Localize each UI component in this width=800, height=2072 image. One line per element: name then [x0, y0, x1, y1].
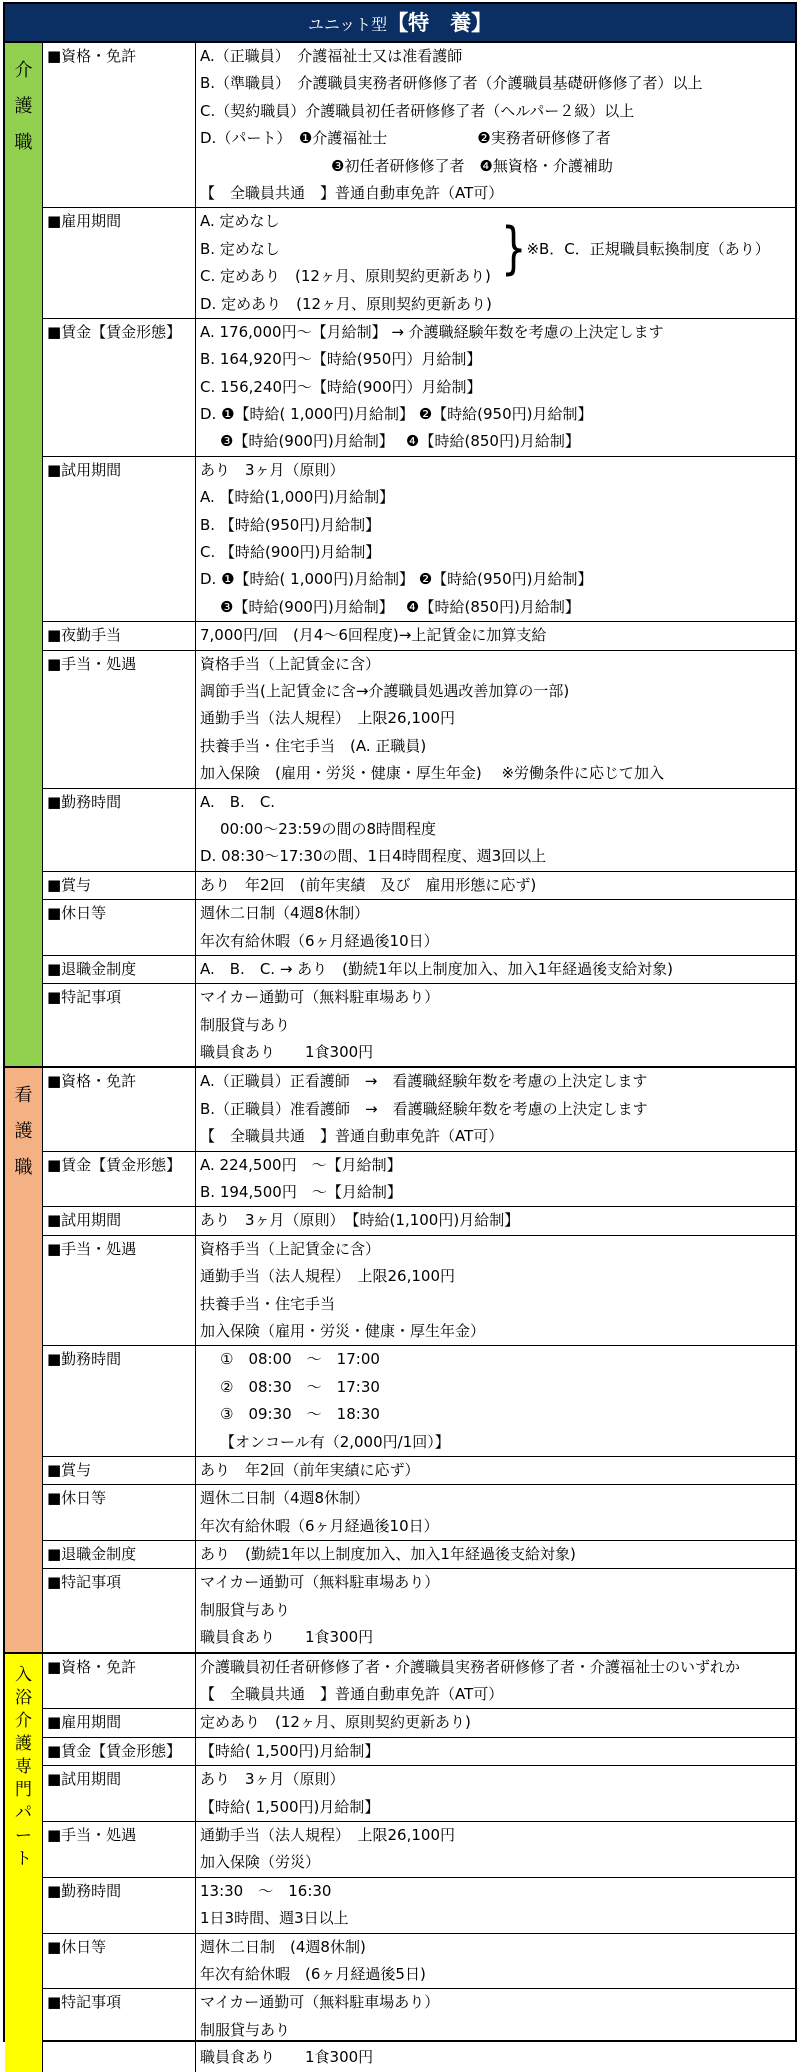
value-line: 00:00～23:59の間の8時間程度 — [220, 819, 436, 838]
value-line: D. 定めあり (12ヶ月、原則契約更新あり) — [200, 294, 492, 313]
value-line: 職員食あり 1食300円 — [200, 1628, 374, 1647]
row-label: ■特記事項 — [43, 984, 196, 1066]
table-row — [43, 1822, 795, 1878]
title-main: 【特 養】 — [387, 11, 493, 35]
table-row — [43, 984, 795, 1066]
value-line: あり 3ヶ月（原則） — [200, 460, 345, 479]
section-label-char: 入 — [15, 1664, 32, 1685]
value-line: A. 【時給(1,000円)月給制】 — [200, 488, 395, 507]
row-values — [196, 1152, 795, 1207]
row-label: ■特記事項 — [43, 1569, 196, 1651]
value-line: B. 定めなし — [200, 239, 280, 258]
value-line: C. 定めあり (12ヶ月、原則契約更新あり) — [200, 267, 491, 286]
value-line: 調節手当(上記賃金に含→介護職員処遇改善加算の一部) — [200, 681, 570, 700]
value-line: 資格手当（上記賃金に含） — [200, 654, 381, 673]
row-label: ■勤務時間 — [43, 789, 196, 871]
table-row — [43, 319, 795, 457]
row-label: ■手当・処遇 — [43, 1822, 196, 1877]
value-line: マイカー通勤可（無料駐車場あり） — [200, 1993, 440, 2012]
row-label: ■勤務時間 — [43, 1878, 196, 1933]
value-line: ❸初任者研修修了者 ❹無資格・介護補助 — [226, 156, 613, 175]
table-row — [43, 43, 795, 208]
row-values — [196, 319, 795, 456]
row-values — [196, 1457, 795, 1484]
value-line: 介護職員初任者研修修了者・介護職員実務者研修修了者・介護福祉士のいずれか — [200, 1657, 741, 1676]
value-line: 制服貸与あり — [200, 1600, 291, 1619]
value-line: あり 3ヶ月（原則） — [200, 1770, 345, 1789]
value-line: 【 全職員共通 】普通自動車免許（AT可） — [200, 183, 504, 202]
table-row — [43, 872, 795, 900]
row-label: ■試用期間 — [43, 457, 196, 621]
section-2 — [5, 1068, 795, 1653]
table-row — [43, 1654, 795, 1710]
page-title — [5, 4, 795, 43]
value-line: B. 164,920円～【時給(950円）月給制】 — [200, 350, 482, 369]
row-values — [196, 956, 795, 983]
row-label: ■賞与 — [43, 1457, 196, 1484]
value-line: 職員食あり 1食300円 — [200, 2048, 374, 2067]
value-line: A.（正職員） 介護福祉士又は准看護師 — [200, 47, 463, 65]
section-label-char: 護 — [15, 1733, 32, 1754]
table-row — [43, 622, 795, 650]
row-label: ■賞与 — [43, 872, 196, 899]
row-values — [196, 1738, 795, 1765]
value-line: B. 【時給(950円)月給制】 — [200, 515, 381, 534]
section-label-char: 職 — [14, 132, 33, 153]
row-label: ■退職金制度 — [43, 956, 196, 983]
value-line: 扶養手当・住宅手当 (A. 正職員) — [200, 736, 427, 755]
section-label-char: ト — [15, 1848, 32, 1869]
value-line: A. B. C. → あり (勤続1年以上制度加入、加入1年経過後支給対象) — [200, 959, 673, 978]
row-values — [196, 1068, 795, 1150]
value-line: 制服貸与あり — [200, 1015, 291, 1034]
section-1 — [5, 43, 795, 1068]
row-values — [196, 208, 795, 318]
table-row — [43, 900, 795, 956]
row-label: ■賃金【賃金形態】 — [43, 1738, 196, 1765]
table-row — [43, 1934, 795, 1990]
value-line: D. ❶【時給( 1,000円)月給制】 ❷【時給(950円)月給制】 — [200, 570, 593, 589]
value-line: 定めあり (12ヶ月、原則契約更新あり) — [200, 1713, 471, 1732]
value-line: D.（パート） ❶介護福祉士 ❷実務者研修修了者 — [200, 129, 611, 148]
value-line: 年次有給休暇（6ヶ月経過後10日） — [200, 1516, 439, 1535]
row-values — [196, 1766, 795, 1821]
table-row — [43, 1709, 795, 1737]
row-values — [196, 457, 795, 621]
row-label: ■手当・処遇 — [43, 1236, 196, 1346]
table-row — [43, 208, 795, 319]
row-values — [196, 1878, 795, 1933]
table-row — [43, 1236, 795, 1347]
brace-mark: } — [501, 217, 527, 282]
job-conditions-table — [3, 2, 797, 2067]
row-values — [196, 1541, 795, 1568]
row-values — [196, 1207, 795, 1234]
row-label: ■資格・免許 — [43, 1654, 196, 1709]
value-line: 週休二日制 (4週8休制) — [200, 1937, 366, 1956]
row-values — [196, 1934, 795, 1989]
section-rows — [43, 1654, 795, 2072]
table-row — [43, 1738, 795, 1766]
row-label: ■資格・免許 — [43, 1068, 196, 1150]
table-row — [43, 1457, 795, 1485]
table-row — [43, 651, 795, 789]
value-line: あり 年2回（前年実績に応ず） — [200, 1460, 420, 1479]
section-label-char: 専 — [15, 1756, 32, 1777]
value-line: 制服貸与あり — [200, 2020, 291, 2039]
value-line: マイカー通勤可（無料駐車場あり） — [200, 1573, 440, 1592]
value-line: 【オンコール有（2,000円/1回）】 — [220, 1432, 450, 1451]
section-label — [5, 1654, 43, 2072]
row-values — [196, 651, 795, 788]
row-values — [196, 1569, 795, 1651]
section-label-char: 門 — [15, 1779, 32, 1800]
row-label: ■特記事項 — [43, 1989, 196, 2071]
table-row — [43, 1766, 795, 1822]
value-line: 1日3時間、週3日以上 — [200, 1909, 349, 1928]
value-line: ③ 09:30 ～ 18:30 — [220, 1405, 380, 1424]
value-line: あり (勤続1年以上制度加入、加入1年経過後支給対象) — [200, 1545, 576, 1564]
value-line: A.（正職員）正看護師 → 看護職経験年数を考慮の上決定します — [200, 1072, 648, 1091]
value-line: 【時給( 1,500円)月給制】 — [200, 1797, 380, 1816]
value-line: 【 全職員共通 】普通自動車免許（AT可） — [200, 1685, 504, 1704]
table-row — [43, 1346, 795, 1457]
value-line: C. 【時給(900円)月給制】 — [200, 543, 381, 562]
row-values — [196, 900, 795, 955]
table-row — [43, 1989, 795, 2071]
value-line: 年次有給休暇 (6ヶ月経過後5日) — [200, 1964, 426, 1983]
value-line: A. 定めなし — [200, 212, 280, 231]
value-line: B. 194,500円 ～【月給制】 — [200, 1183, 402, 1202]
value-line: B.（準職員） 介護職員実務者研修修了者（介護職員基礎研修修了者）以上 — [200, 74, 703, 93]
section-label-char: 看 — [14, 1085, 33, 1107]
row-label: ■雇用期間 — [43, 1709, 196, 1736]
row-label: ■休日等 — [43, 900, 196, 955]
note-text: ※B．C．正規職員転換制度（あり） — [526, 240, 770, 259]
value-line: ① 08:00 ～ 17:00 — [220, 1350, 380, 1369]
row-label: ■手当・処遇 — [43, 651, 196, 788]
value-line: 7,000円/回 (月4～6回程度)→上記賃金に加算支給 — [200, 626, 547, 645]
value-line: ❸【時給(900円)月給制】 ❹【時給(850円)月給制】 — [220, 597, 580, 616]
row-label: ■賃金【賃金形態】 — [43, 319, 196, 456]
value-line: 加入保険（雇用・労災・健康・厚生年金） — [200, 1321, 486, 1340]
section-label-char: 介 — [15, 1710, 32, 1731]
row-label: ■雇用期間 — [43, 208, 196, 318]
value-line: 扶養手当・住宅手当 — [200, 1294, 336, 1313]
row-values — [196, 1822, 795, 1877]
value-line: あり 年2回 (前年実績 及び 雇用形態に応ず) — [200, 875, 537, 894]
value-line: A. 224,500円 ～【月給制】 — [200, 1155, 402, 1174]
value-line: 職員食あり 1食300円 — [200, 1043, 374, 1062]
section-label-char: 護 — [14, 96, 33, 117]
value-line: D. 08:30～17:30の間、1日4時間程度、週3回以上 — [200, 847, 547, 866]
row-label: ■試用期間 — [43, 1766, 196, 1821]
value-line: 加入保険（労災） — [200, 1853, 321, 1872]
value-line: マイカー通勤可（無料駐車場あり） — [200, 988, 440, 1007]
section-rows — [43, 1068, 795, 1651]
table-row — [43, 789, 795, 872]
row-values — [196, 1989, 795, 2071]
row-label: ■退職金制度 — [43, 1541, 196, 1568]
value-line: C.（契約職員）介護職員初任者研修修了者（ヘルパー２級）以上 — [200, 101, 635, 120]
value-line: 【時給( 1,500円)月給制】 — [200, 1741, 380, 1760]
value-line: 13:30 ～ 16:30 — [200, 1881, 332, 1900]
table-row — [43, 1152, 795, 1208]
row-label: ■勤務時間 — [43, 1346, 196, 1456]
table-row — [43, 1485, 795, 1541]
row-values — [196, 1236, 795, 1346]
section-label-char: 護 — [14, 1121, 33, 1143]
row-label: ■資格・免許 — [43, 43, 196, 207]
value-line: 年次有給休暇（6ヶ月経過後10日） — [200, 931, 439, 950]
table-row — [43, 1068, 795, 1151]
value-line: 通勤手当（法人規程） 上限26,100円 — [200, 1826, 455, 1844]
table-row — [43, 1541, 795, 1569]
value-line: ❸【時給(900円)月給制】 ❹【時給(850円)月給制】 — [220, 432, 580, 451]
value-line: 【 全職員共通 】普通自動車免許（AT可） — [200, 1127, 504, 1146]
row-values — [196, 1485, 795, 1540]
row-values — [196, 1709, 795, 1736]
row-values — [196, 872, 795, 899]
row-label: ■休日等 — [43, 1934, 196, 1989]
value-line: 週休二日制（4週8休制） — [200, 1489, 370, 1508]
row-label: ■休日等 — [43, 1485, 196, 1540]
conversion-note — [501, 217, 770, 282]
value-line: 通勤手当（法人規程） 上限26,100円 — [200, 1267, 455, 1286]
table-row — [43, 956, 795, 984]
value-line: あり 3ヶ月（原則） 【時給(1,100円)月給制】 — [200, 1211, 520, 1230]
row-label: ■賃金【賃金形態】 — [43, 1152, 196, 1207]
row-label: ■試用期間 — [43, 1207, 196, 1234]
value-line: D. ❶【時給( 1,000円)月給制】 ❷【時給(950円)月給制】 — [200, 405, 593, 424]
section-label — [5, 1068, 43, 1651]
value-line: A. B. C. — [200, 792, 276, 811]
section-label-char: 介 — [14, 60, 33, 81]
row-values — [196, 1346, 795, 1456]
row-values — [196, 43, 795, 207]
value-line: 週休二日制（4週8休制） — [200, 904, 370, 923]
table-row — [43, 1569, 795, 1651]
value-line: C. 156,240円～【時給(900円）月給制】 — [200, 377, 482, 396]
table-row — [43, 457, 795, 622]
value-line: ② 08:30 ～ 17:30 — [220, 1377, 380, 1396]
value-line: 通勤手当（法人規程） 上限26,100円 — [200, 709, 455, 728]
row-label: ■夜勤手当 — [43, 622, 196, 649]
section-label-char: パ — [15, 1802, 32, 1823]
value-line: 加入保険 (雇用・労災・健康・厚生年金) ※労働条件に応じて加入 — [200, 764, 665, 783]
section-label-char: 浴 — [15, 1687, 32, 1708]
row-values — [196, 622, 795, 649]
row-values — [196, 1654, 795, 1709]
section-3 — [5, 1654, 795, 2072]
row-values — [196, 789, 795, 871]
section-label — [5, 43, 43, 1066]
value-line: B.（正職員）准看護師 → 看護職経験年数を考慮の上決定します — [200, 1099, 648, 1118]
value-line: 資格手当（上記賃金に含） — [200, 1239, 381, 1258]
table-row — [43, 1207, 795, 1235]
section-label-char: 職 — [14, 1157, 33, 1179]
row-values — [196, 984, 795, 1066]
section-label-char: ー — [15, 1825, 32, 1846]
title-prefix: ユニット型 — [307, 15, 388, 34]
section-rows — [43, 43, 795, 1066]
table-row — [43, 1878, 795, 1934]
sections-container — [5, 43, 795, 2072]
value-line: A. 176,000円～【月給制】 → 介護職経験年数を考慮の上決定します — [200, 322, 664, 341]
